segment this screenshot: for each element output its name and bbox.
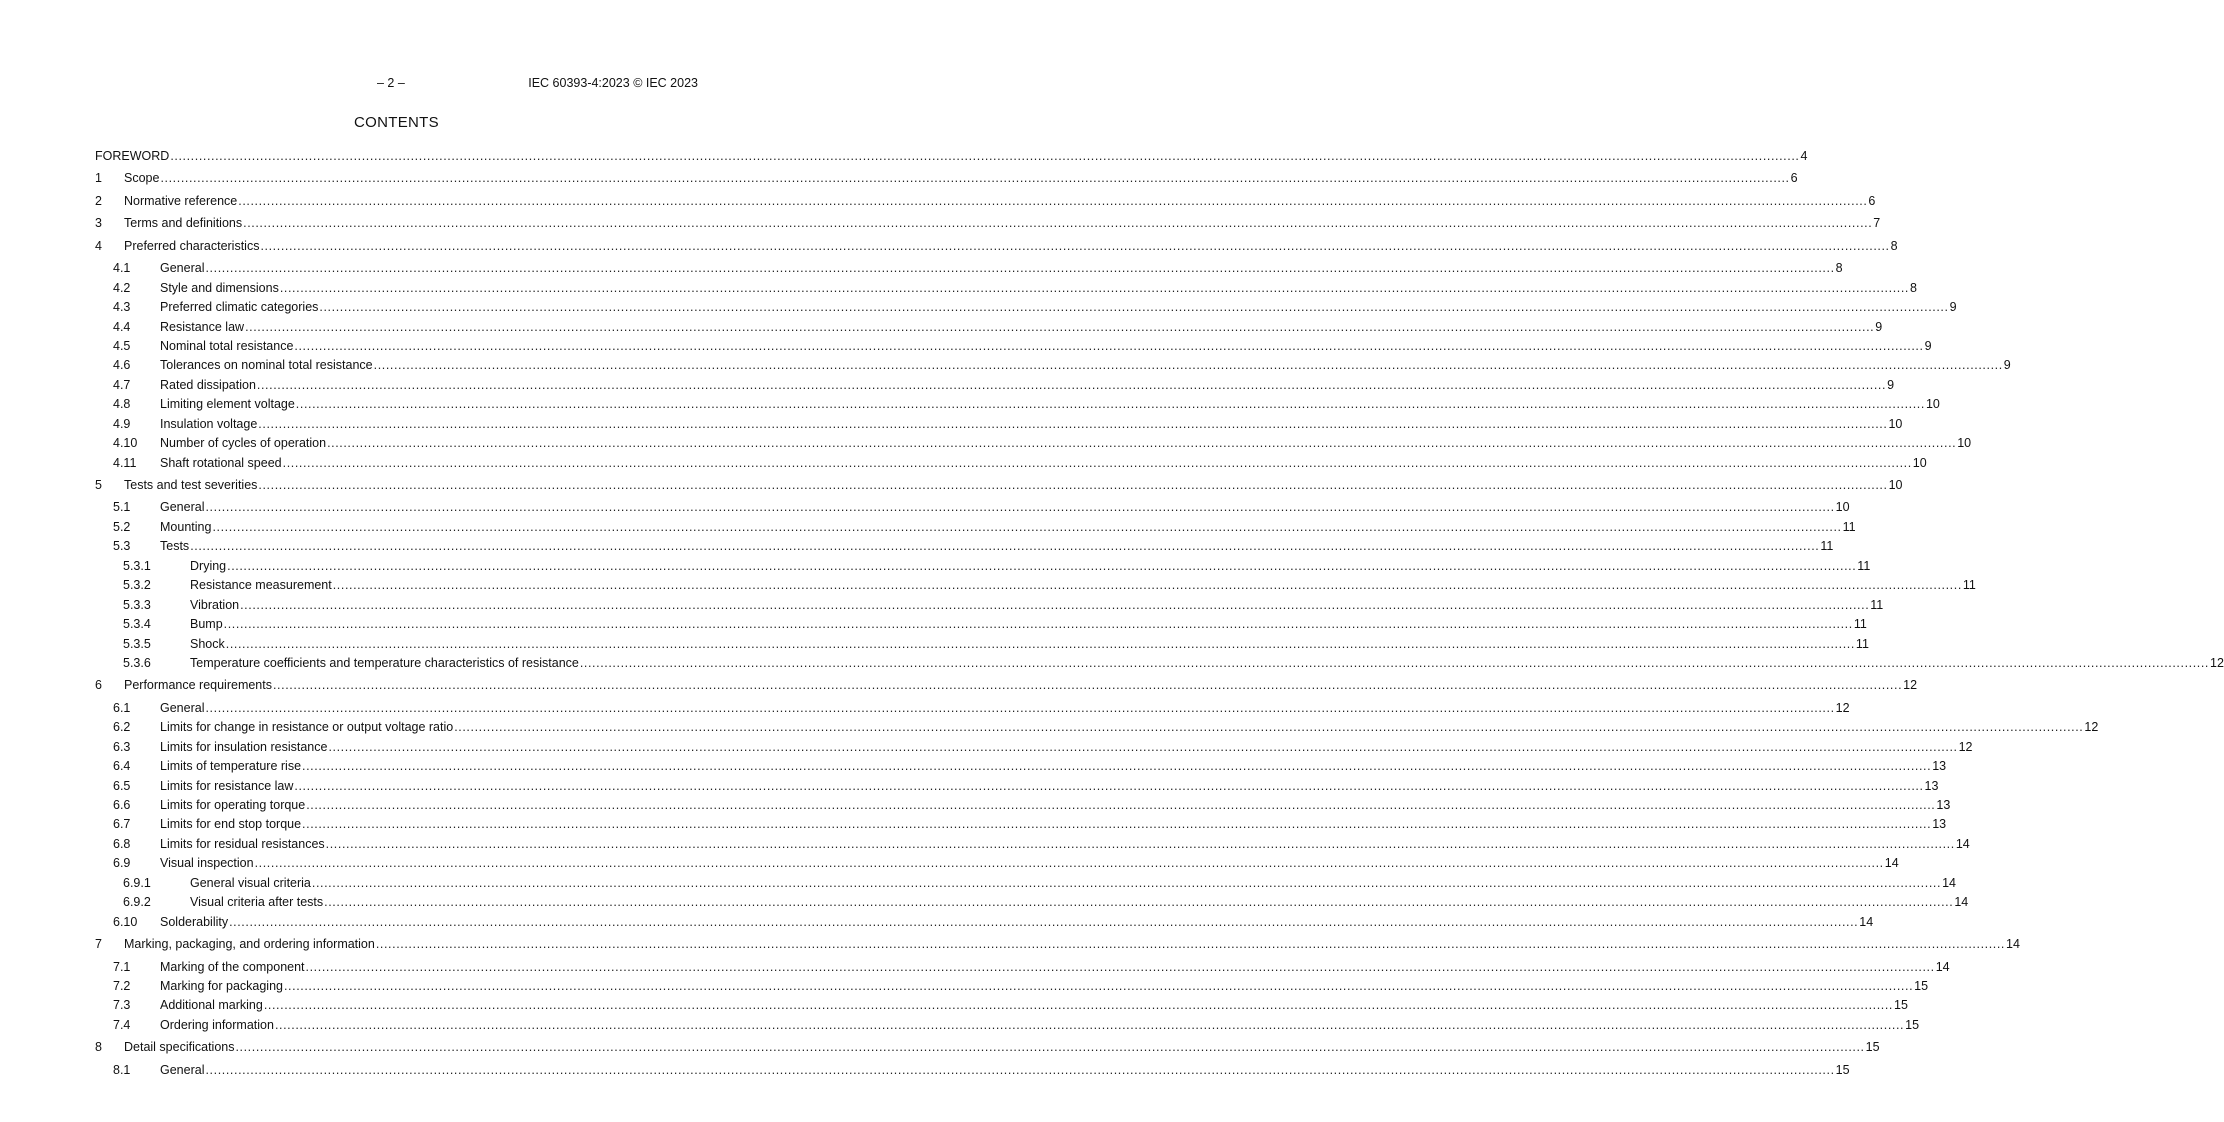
toc-entry[interactable] (95, 434, 1972, 453)
dot-leader: ................................................................................................................................................................................................................................................................................................................................................................................................................ (235, 1040, 1865, 1055)
toc-entry-label: Temperature coefficients and temperature characteristics of resistance (190, 655, 579, 670)
toc-entry-number: 7 (95, 937, 102, 952)
dot-leader: ................................................................................................................................................................................................................................................................................................................................................................................................................ (302, 759, 1932, 774)
toc-entry-page: 11 (1870, 597, 1884, 612)
toc-entry[interactable] (95, 1061, 1850, 1080)
toc-entry-number: 5.1 (113, 500, 131, 515)
toc-entry-page: 10 (1912, 455, 1927, 470)
toc-entry-number: 5.3.3 (123, 597, 151, 612)
toc-entry[interactable] (95, 854, 1899, 873)
toc-entry-label: Nominal total resistance (160, 338, 294, 353)
toc-entry-number: 8 (95, 1040, 102, 1055)
toc-entry-page: 11 (1855, 636, 1869, 651)
toc-entry[interactable] (95, 874, 1956, 893)
toc-entry[interactable] (95, 958, 1950, 977)
toc-entry-label: Limits for change in resistance or output voltage ratio (160, 720, 454, 735)
toc-entry-label: Visual inspection (160, 856, 254, 871)
toc-entry-page: 11 (1857, 558, 1871, 573)
toc-entry-page: 12 (2084, 720, 2099, 735)
toc-entry[interactable] (95, 498, 1850, 517)
toc-entry-page: 13 (1932, 759, 1947, 774)
dot-leader: ................................................................................................................................................................................................................................................................................................................................................................................................................ (272, 678, 1903, 693)
dot-leader: ................................................................................................................................................................................................................................................................................................................................................................................................................ (279, 280, 1909, 295)
toc-entry-label: Vibration (190, 597, 240, 612)
dot-leader: ................................................................................................................................................................................................................................................................................................................................................................................................................ (294, 778, 1924, 793)
dot-leader: ................................................................................................................................................................................................................................................................................................................................................................................................................ (454, 720, 2084, 735)
toc-entry-label: General visual criteria (190, 875, 311, 890)
toc-entry-page: 4 (1800, 149, 1808, 163)
toc-entry-page: 13 (1932, 817, 1947, 832)
toc-entry-label: Mounting (160, 519, 212, 534)
toc-entry-label: Normative reference (124, 193, 238, 208)
toc-entry-number: 4.7 (113, 377, 131, 392)
toc-entry[interactable] (95, 237, 1898, 256)
toc-entry[interactable] (95, 835, 1970, 854)
dot-leader: ................................................................................................................................................................................................................................................................................................................................................................................................................ (294, 338, 1924, 353)
toc-entry-number: 6.6 (113, 798, 131, 812)
toc-entry-page: 8 (1835, 261, 1843, 276)
dot-leader: ................................................................................................................................................................................................................................................................................................................................................................................................................ (254, 856, 1884, 871)
dot-leader: ................................................................................................................................................................................................................................................................................................................................................................................................................ (260, 238, 1890, 253)
toc-entry-label: Visual criteria after tests (190, 895, 324, 910)
dot-leader: ................................................................................................................................................................................................................................................................................................................................................................................................................ (327, 436, 1957, 451)
toc-entry-label: Bump (190, 617, 223, 632)
toc-entry-number: 6 (95, 678, 102, 693)
dot-leader: ................................................................................................................................................................................................................................................................................................................................................................................................................ (302, 817, 1932, 832)
toc-entry-label: General (160, 261, 205, 276)
toc-entry-number: 7.2 (113, 978, 131, 993)
dot-leader: ................................................................................................................................................................................................................................................................................................................................................................................................................ (263, 998, 1894, 1013)
toc-entry[interactable] (95, 279, 1917, 298)
dot-leader: ................................................................................................................................................................................................................................................................................................................................................................................................................ (227, 558, 1857, 573)
toc-entry-page: 9 (1949, 300, 1957, 315)
toc-entry-page: 15 (1914, 978, 1929, 993)
toc-entry[interactable] (95, 537, 1834, 556)
toc-entry-page: 6 (1790, 171, 1798, 186)
toc-entry-label: Marking of the component (160, 959, 305, 974)
page-number: – 2 – (377, 76, 405, 90)
dot-leader: ................................................................................................................................................................................................................................................................................................................................................................................................................ (324, 895, 1954, 910)
toc-entry-number: 4.11 (113, 455, 137, 470)
dot-leader: ................................................................................................................................................................................................................................................................................................................................................................................................................ (295, 397, 1925, 412)
toc-entry-number: 1 (95, 171, 102, 186)
toc-entry-page: 13 (1924, 778, 1939, 793)
toc-entry-page: 12 (1835, 700, 1850, 715)
toc-entry-number: 6.9 (113, 856, 131, 871)
toc-entry-page: 14 (1884, 856, 1899, 871)
dot-leader: ................................................................................................................................................................................................................................................................................................................................................................................................................ (243, 216, 1873, 231)
toc-entry-page: 10 (1957, 436, 1972, 451)
toc-entry-number: 5 (95, 478, 102, 492)
toc-entry-number: 2 (95, 193, 102, 208)
toc-entry-page: 10 (1888, 416, 1903, 431)
toc-entry[interactable] (95, 147, 1808, 166)
toc-entry[interactable] (95, 298, 1957, 317)
toc-entry-page: 14 (1955, 836, 1970, 851)
toc-entry-page: 11 (1962, 578, 1976, 593)
toc-entry-number: 7.4 (113, 1017, 131, 1032)
toc-entry-number: 6.10 (113, 914, 138, 929)
toc-entry-number: 5.3.2 (123, 578, 151, 593)
toc-entry-label: Marking, packaging, and ordering information (124, 937, 375, 952)
toc-entry-label: Preferred characteristics (124, 238, 260, 253)
dot-leader: ................................................................................................................................................................................................................................................................................................................................................................................................................ (373, 358, 2003, 373)
toc-entry-label: Marking for packaging (160, 978, 283, 993)
toc-entry-page: 14 (1942, 875, 1956, 890)
dot-leader: ................................................................................................................................................................................................................................................................................................................................................................................................................ (212, 519, 1842, 534)
dot-leader: ................................................................................................................................................................................................................................................................................................................................................................................................................ (205, 500, 1835, 515)
toc-entry-label: Rated dissipation (160, 377, 256, 392)
toc-entry[interactable] (95, 395, 1940, 414)
dot-leader: ................................................................................................................................................................................................................................................................................................................................................................................................................ (170, 149, 1800, 163)
dot-leader: ................................................................................................................................................................................................................................................................................................................................................................................................................ (223, 617, 1853, 632)
table-of-contents (95, 144, 2224, 1080)
dot-leader: ................................................................................................................................................................................................................................................................................................................................................................................................................ (328, 739, 1958, 754)
dot-leader: ................................................................................................................................................................................................................................................................................................................................................................................................................ (332, 578, 1962, 593)
dot-leader: ................................................................................................................................................................................................................................................................................................................................................................................................................ (238, 193, 1868, 208)
toc-entry-number: 7.1 (113, 959, 131, 974)
toc-entry-number: 6.9.1 (123, 875, 151, 890)
toc-entry-label: Additional marking (160, 998, 263, 1013)
toc-entry-page: 11 (1842, 519, 1856, 534)
toc-entry-page: 9 (2003, 358, 2011, 373)
toc-entry[interactable] (95, 337, 1932, 356)
toc-entry-number: 5.3.1 (123, 558, 151, 573)
toc-entry-label: FOREWORD (95, 149, 170, 163)
toc-entry[interactable] (95, 635, 1869, 654)
toc-entry-label: Limits for operating torque (160, 798, 306, 812)
toc-entry[interactable] (95, 576, 1976, 595)
toc-entry-number: 5.3.6 (123, 655, 151, 670)
toc-entry-number: 7.3 (113, 998, 131, 1013)
toc-entry-number: 5.3.5 (123, 636, 151, 651)
dot-leader: ................................................................................................................................................................................................................................................................................................................................................................................................................ (579, 655, 2210, 670)
toc-entry[interactable] (95, 996, 1908, 1015)
dot-leader: ................................................................................................................................................................................................................................................................................................................................................................................................................ (205, 261, 1835, 276)
dot-leader: ................................................................................................................................................................................................................................................................................................................................................................................................................ (190, 539, 1820, 554)
toc-entry-label: Scope (124, 171, 160, 186)
toc-entry[interactable] (95, 169, 1798, 188)
standard-reference: IEC 60393-4:2023 © IEC 2023 (528, 76, 698, 90)
toc-entry-label: Limits for residual resistances (160, 836, 325, 851)
toc-entry-number: 6.3 (113, 739, 131, 754)
toc-entry-label: Terms and definitions (124, 216, 243, 231)
toc-entry-page: 14 (1935, 959, 1950, 974)
toc-entry-label: Limits of temperature rise (160, 759, 302, 774)
page-title: CONTENTS (354, 114, 439, 131)
toc-entry-label: Limits for insulation resistance (160, 739, 328, 754)
toc-entry-page: 9 (1924, 338, 1932, 353)
toc-entry-page: 14 (1954, 895, 1969, 910)
toc-entry-number: 4.8 (113, 397, 131, 412)
toc-entry[interactable] (95, 815, 1947, 834)
toc-entry-page: 6 (1868, 193, 1876, 208)
toc-entry-number: 4 (95, 238, 102, 253)
dot-leader: ................................................................................................................................................................................................................................................................................................................................................................................................................ (375, 937, 2006, 952)
toc-entry-label: Drying (190, 558, 227, 573)
toc-entry-page: 13 (1936, 798, 1951, 812)
toc-entry[interactable] (95, 356, 2011, 375)
toc-entry[interactable] (95, 977, 1929, 996)
dot-leader: ................................................................................................................................................................................................................................................................................................................................................................................................................ (319, 300, 1949, 315)
toc-entry-label: Detail specifications (124, 1040, 235, 1055)
toc-entry-number: 3 (95, 216, 102, 231)
toc-entry-page: 15 (1865, 1040, 1880, 1055)
toc-entry-number: 6.8 (113, 836, 131, 851)
dot-leader: ................................................................................................................................................................................................................................................................................................................................................................................................................ (240, 597, 1870, 612)
dot-leader: ................................................................................................................................................................................................................................................................................................................................................................................................................ (205, 700, 1835, 715)
toc-entry[interactable] (95, 913, 1874, 932)
toc-entry-label: Resistance law (160, 319, 245, 334)
toc-entry-number: 6.5 (113, 778, 131, 793)
toc-entry-label: General (160, 1062, 205, 1077)
dot-leader: ................................................................................................................................................................................................................................................................................................................................................................................................................ (160, 171, 1790, 186)
toc-entry-label: Tests and test severities (124, 478, 258, 492)
toc-entry-label: General (160, 700, 205, 715)
dot-leader: ................................................................................................................................................................................................................................................................................................................................................................................................................ (205, 1062, 1835, 1077)
toc-entry-number: 6.9.2 (123, 895, 151, 910)
toc-entry-label: Tolerances on nominal total resistance (160, 358, 373, 373)
toc-entry-page: 15 (1835, 1062, 1850, 1077)
toc-entry-page: 7 (1873, 216, 1881, 231)
toc-entry[interactable] (95, 777, 1939, 796)
toc-entry-number: 5.3 (113, 539, 131, 554)
toc-entry[interactable] (95, 718, 2099, 737)
toc-entry-label: Tests (160, 539, 190, 554)
toc-entry[interactable] (95, 1038, 1880, 1057)
toc-entry[interactable] (95, 596, 1884, 615)
toc-entry-number: 6.1 (113, 700, 131, 715)
toc-entry-number: 4.3 (113, 300, 131, 315)
toc-entry[interactable] (95, 192, 1876, 211)
toc-entry-number: 6.7 (113, 817, 131, 832)
toc-entry[interactable] (95, 415, 1903, 434)
dot-leader: ................................................................................................................................................................................................................................................................................................................................................................................................................ (256, 377, 1887, 392)
toc-entry-label: Shaft rotational speed (160, 455, 282, 470)
toc-entry-label: Resistance measurement (190, 578, 332, 593)
toc-entry[interactable] (95, 935, 2020, 954)
toc-entry-page: 14 (2006, 937, 2020, 952)
toc-entry-page: 14 (1859, 914, 1874, 929)
dot-leader: ................................................................................................................................................................................................................................................................................................................................................................................................................ (274, 1017, 1905, 1032)
toc-entry[interactable] (95, 893, 1969, 912)
toc-entry-number: 5.2 (113, 519, 131, 534)
dot-leader: ................................................................................................................................................................................................................................................................................................................................................................................................................ (282, 455, 1912, 470)
toc-entry[interactable] (95, 557, 1871, 576)
toc-entry-number: 4.10 (113, 436, 138, 451)
toc-entry[interactable] (95, 676, 1918, 695)
toc-entry-label: Limits for end stop torque (160, 817, 302, 832)
dot-leader: ................................................................................................................................................................................................................................................................................................................................................................................................................ (306, 798, 1936, 812)
toc-entry[interactable] (95, 1016, 1920, 1035)
toc-entry[interactable] (95, 796, 1951, 815)
dot-leader: ................................................................................................................................................................................................................................................................................................................................................................................................................ (305, 959, 1935, 974)
toc-entry-page: 10 (1925, 397, 1940, 412)
toc-entry-page: 12 (2210, 655, 2224, 670)
toc-entry[interactable] (95, 518, 1856, 537)
toc-entry-label: Insulation voltage (160, 416, 258, 431)
toc-entry-number: 4.2 (113, 280, 131, 295)
toc-entry-label: General (160, 500, 205, 515)
toc-entry-number: 4.4 (113, 319, 131, 334)
toc-entry-page: 15 (1894, 998, 1908, 1013)
toc-entry-page: 11 (1820, 539, 1834, 554)
toc-entry-page: 11 (1853, 617, 1867, 632)
toc-entry-page: 10 (1888, 478, 1903, 492)
toc-entry-label: Limiting element voltage (160, 397, 295, 412)
toc-entry-number: 4.9 (113, 416, 131, 431)
toc-entry-label: Solderability (160, 914, 229, 929)
dot-leader: ................................................................................................................................................................................................................................................................................................................................................................................................................ (229, 914, 1859, 929)
toc-entry[interactable] (95, 318, 1883, 337)
toc-entry[interactable] (95, 757, 1947, 776)
dot-leader: ................................................................................................................................................................................................................................................................................................................................................................................................................ (258, 478, 1888, 492)
toc-entry-number: 6.4 (113, 759, 131, 774)
dot-leader: ................................................................................................................................................................................................................................................................................................................................................................................................................ (325, 836, 1955, 851)
toc-entry-number: 4.6 (113, 358, 131, 373)
toc-entry-page: 8 (1910, 280, 1917, 295)
toc-entry[interactable] (95, 214, 1881, 233)
toc-entry[interactable] (95, 259, 1843, 278)
toc-entry[interactable] (95, 699, 1850, 718)
toc-entry-number: 4.5 (113, 338, 131, 353)
dot-leader: ................................................................................................................................................................................................................................................................................................................................................................................................................ (245, 319, 1875, 334)
dot-leader: ................................................................................................................................................................................................................................................................................................................................................................................................................ (283, 978, 1914, 993)
toc-entry-number: 4.1 (113, 261, 131, 276)
toc-entry[interactable] (95, 615, 1867, 634)
toc-entry-page: 9 (1887, 377, 1895, 392)
dot-leader: ................................................................................................................................................................................................................................................................................................................................................................................................................ (311, 875, 1942, 890)
toc-entry-label: Performance requirements (124, 678, 272, 693)
dot-leader: ................................................................................................................................................................................................................................................................................................................................................................................................................ (258, 416, 1888, 431)
toc-entry[interactable] (95, 738, 1973, 757)
toc-entry-page: 12 (1958, 739, 1973, 754)
toc-entry[interactable] (95, 476, 1903, 495)
toc-entry-label: Preferred climatic categories (160, 300, 319, 315)
toc-entry-number: 6.2 (113, 720, 131, 735)
toc-entry-number: 5.3.4 (123, 617, 151, 632)
toc-entry-page: 15 (1905, 1017, 1920, 1032)
toc-entry[interactable] (95, 376, 1895, 395)
toc-entry-page: 10 (1835, 500, 1850, 515)
toc-entry[interactable] (95, 654, 2224, 673)
toc-entry-number: 8.1 (113, 1062, 131, 1077)
toc-entry[interactable] (95, 454, 1927, 473)
toc-entry-page: 9 (1875, 319, 1883, 334)
dot-leader: ................................................................................................................................................................................................................................................................................................................................................................................................................ (225, 636, 1855, 651)
toc-entry-label: Limits for resistance law (160, 778, 294, 793)
toc-entry-label: Style and dimensions (160, 280, 279, 295)
toc-entry-label: Ordering information (160, 1017, 274, 1032)
toc-entry-page: 8 (1890, 238, 1898, 253)
toc-entry-label: Number of cycles of operation (160, 436, 327, 451)
toc-entry-label: Shock (190, 636, 225, 651)
toc-entry-page: 12 (1903, 678, 1918, 693)
